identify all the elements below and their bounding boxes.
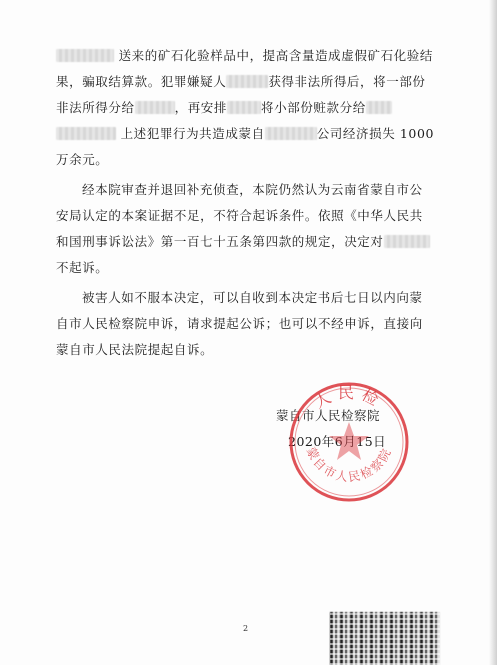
line-text: ，再安排 [174, 100, 228, 115]
body-line-5 [56, 152, 108, 168]
line-text: 果，骗取结算款。犯罪嫌疑人 [56, 74, 227, 89]
page-edge-shadow [489, 0, 497, 665]
line-text: 公司经济损失 1000 [316, 126, 435, 141]
body-line-4 [56, 126, 434, 142]
line-text: 获得非法所得后，将一部份 [268, 74, 426, 89]
line-text: 万余元。 [56, 152, 109, 167]
redaction-block [265, 127, 317, 140]
barcode-overlay [330, 612, 440, 665]
line-text: 被害人如不服本决定，可以自收到本决定书后七日以内向蒙 [82, 290, 423, 305]
body-line-2 [56, 74, 426, 90]
official-seal-icon [285, 378, 413, 506]
body-line-3 [56, 100, 392, 116]
body-line-11 [56, 316, 423, 332]
line-text: 非法所得分给 [56, 100, 135, 115]
issue-date: 2020年6月15日 [288, 434, 387, 449]
redaction-block [226, 75, 268, 88]
body-line-9 [56, 260, 108, 276]
body-line-1 [56, 48, 433, 64]
body-line-6 [82, 182, 423, 198]
body-line-12 [56, 342, 213, 358]
seal-bottom-text: 蒙自市人民检察院 [303, 445, 395, 485]
page-number: 2 [243, 624, 249, 633]
line-text: 上述犯罪行为共造成蒙自 [120, 126, 265, 141]
body-line-7 [56, 208, 423, 224]
body-line-10 [82, 290, 423, 306]
line-text: 经本院审查并退回补充侦查，本院仍然认为云南省蒙自市公 [82, 182, 423, 197]
issuer-name: 蒙自市人民检察院 [276, 408, 381, 423]
line-text: 将小部份赃款分给 [261, 100, 366, 115]
seal-top-text: 人民检 [311, 383, 387, 413]
redaction-block [384, 235, 430, 248]
line-text: 不起诉。 [56, 260, 109, 275]
redaction-block [56, 127, 116, 140]
body-line-8 [56, 234, 430, 250]
redaction-block [135, 101, 175, 114]
line-text: 安局认定的本案证据不足，不符合起诉条件。依照《中华人民共 [56, 208, 423, 223]
redaction-block [366, 101, 392, 114]
line-text: 自市人民检察院申诉，请求提起公诉；也可以不经申诉，直接向 [56, 316, 423, 331]
line-text: 和国刑事诉讼法》第一百七十五条第四款的规定，决定对 [56, 234, 384, 249]
line-text: 送来的矿石化验样品中，提高含量造成虚假矿石化验结 [118, 48, 433, 63]
redaction-block [227, 101, 261, 114]
line-text: 蒙自市人民法院提起自诉。 [56, 342, 214, 357]
svg-text:人民检 [311, 383, 387, 412]
seal-star-icon [329, 422, 369, 460]
redaction-block [56, 49, 114, 62]
